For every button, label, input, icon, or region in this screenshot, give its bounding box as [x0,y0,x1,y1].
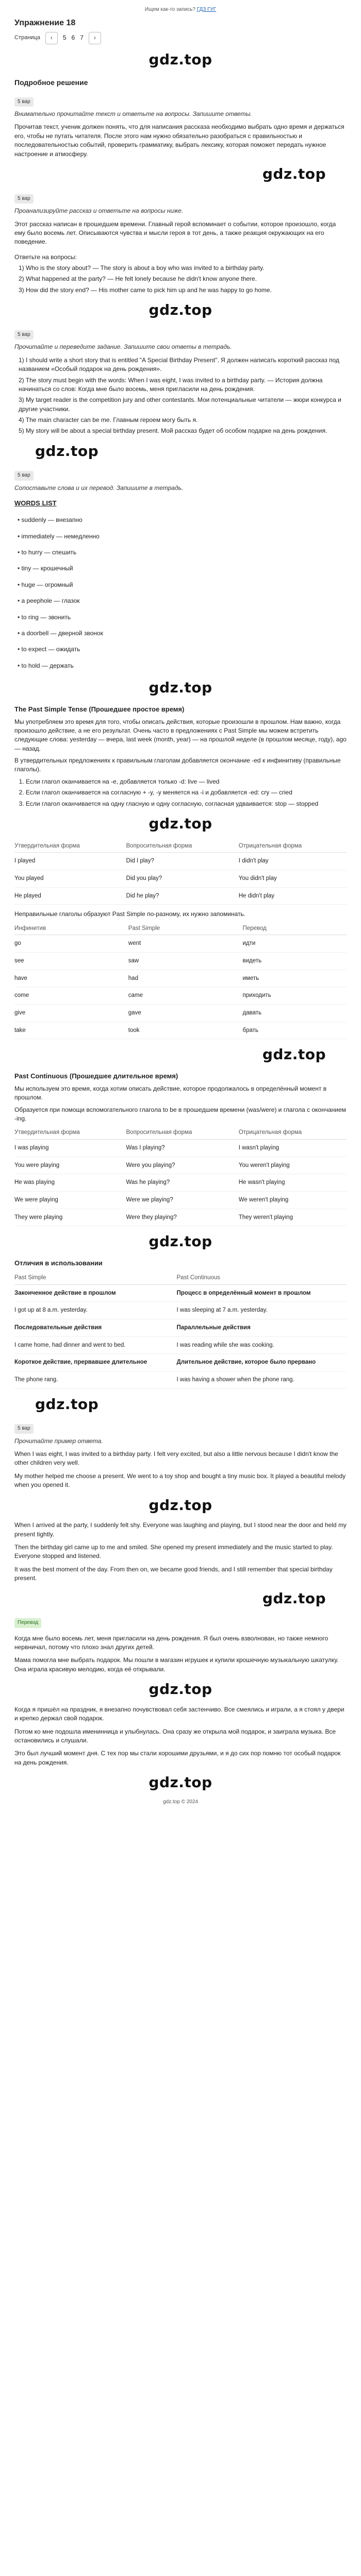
translation-paragraph: Мама помогла мне выбрать подарок. Мы пошли в магазин игрушек и купили крошечную музыкальную шкатулку. Она играла красивую мелодию, когда её открывали. [14,1656,339,1673]
watermark: gdz.top [262,1589,326,1607]
block-text: Этот рассказ написан в прошедшем времени. Главный герой вспоминает о событии, которое произошло, когда ему было восемь лет. Описываются чувства и мысли героя в тот день, а также реакция окружающих на его поведение. [14,220,336,246]
table-cell: Were we playing? [126,1192,239,1209]
translation-paragraph: Когда мне было восемь лет, меня пригласили на день рождения. Я был очень взволнован, но также немного нервничал, потому что плохо знал других детей. [14,1634,329,1651]
table-row [14,1284,347,1302]
continuous-paragraph: Образуется при помощи вспомогательного глагола to be в прошедшем времени (was/were) и глагола с окончанием -ing. [14,1106,346,1123]
translation-paragraph: Это был лучший момент дня. С тех пор мы стали хорошими друзьями, и я до сих пор помню тот особый подарок на день рождения. [14,1750,341,1766]
table-row [14,1209,347,1226]
chevron-right-icon[interactable]: › [89,32,101,44]
table-row [14,853,347,870]
table-cell: I got up at 8 a.m. yesterday. [14,1302,177,1319]
table-row [14,987,347,1005]
rule-item: 2. Если глагол оканчивается на согласную + -y, -y меняется на -i и добавляется -ed: cry — cried [26,788,347,797]
table-header-row [14,1126,347,1139]
table-header: Утвердительная форма [14,1126,126,1139]
top-note-link[interactable]: ГДЗ ГУГ [196,7,217,12]
table-cell: Did you play? [126,870,239,887]
top-note [14,6,347,14]
story-paragraph: Then the birthday girl came up to me and smiled. She opened my present immediately and the music started to play. Everyone stopped and listened. [14,1544,333,1560]
past-simple-table [14,840,347,905]
exercise-title: Упражнение 18 [14,18,76,27]
pager-page[interactable]: 6 [71,33,75,41]
word-item: • immediately — немедленно [18,532,347,541]
table-header-row [14,922,347,935]
variant-badge: 5 вар [14,97,34,107]
pager-page[interactable]: 7 [80,33,84,41]
watermark: gdz.top [262,165,326,183]
list-item: 2) The story must begin with the words: When I was eight, I was invited to a birthday party. — История должна начинаться со слов: Когда мне было восемь, меня пригласили на день рождения. [19,376,323,393]
past-continuous-table [14,1126,347,1226]
word-item: • a peephole — глазок [18,597,347,605]
table-row [14,1174,347,1192]
continuous-title: Past Continuous (Прошедшее длительное время) [14,1072,178,1080]
table-cell: Were they playing? [126,1209,239,1226]
story-paragraph: My mother helped me choose a present. We went to a toy shop and bought a tiny music box. It played a beautiful melody when you opened it. [14,1472,346,1489]
word-item: • to ring — звонить [18,613,347,622]
table-row [14,1005,347,1022]
table-row [14,1302,347,1319]
table-cell: идти [242,935,347,953]
table-cell: He played [14,887,126,905]
task-text: Прочитайте и переведите задание. Запишите свои ответы в тетрадь. [14,343,232,351]
continuous-paragraph: Мы используем это время, когда хотим описать действие, которое продолжалось в определённый момент в прошлом. [14,1084,327,1101]
table-cell: You weren't playing [239,1157,347,1174]
table-row [14,1140,347,1157]
variant-badge: 5 вар [14,194,34,204]
watermark: gdz.top [262,1046,326,1063]
rule-item: 1. Если глагол оканчивается на -e, добавляется только -d: live — lived [26,777,347,786]
table-cell: приходить [242,987,347,1005]
task2-block [14,327,347,436]
table-cell: have [14,970,128,987]
table-cell: had [128,970,243,987]
table-cell: You played [14,870,126,887]
word-item: • to expect — ожидать [18,645,347,654]
chevron-left-icon[interactable]: ‹ [45,32,58,44]
translation-paragraph: Потом ко мне подошла именинница и улыбнулась. Она сразу же открыла мой подарок, и заиграла музыка. Все остановились и слушали. [14,1727,336,1744]
task-text: Сопоставьте слова и их перевод. Запишите в тетрадь. [14,484,184,492]
table-cell: saw [128,953,243,970]
table-cell: He didn't play [239,887,347,905]
words-list [14,516,347,670]
table-row [14,935,347,953]
table-row [14,970,347,987]
solution-block [14,191,347,247]
pager-page[interactable]: 5 [62,33,67,41]
table-cell: Was I playing? [126,1140,239,1157]
watermark: gdz.top [149,301,212,319]
table-cell: come [14,987,128,1005]
table-header: Инфинитив [14,922,128,935]
top-note-text: Ищем как-то запись? [144,7,195,12]
word-item: • to hurry — спешить [18,548,347,557]
list-item: 5) My story will be about a special birthday present. Мой рассказ будет об особом подарке на день рождения. [19,427,327,435]
table-cell: Did I play? [126,853,239,870]
table-cell: I wasn't playing [239,1140,347,1157]
table-cell: Were you playing? [126,1157,239,1174]
variant-badge: 5 вар [14,471,34,481]
pager [14,32,347,44]
story-paragraph: When I was eight, I was invited to a birthday party. I felt very excited, but also a little nervous because I didn't know the other children very well. [14,1450,338,1467]
table-cell: We weren't playing [239,1192,347,1209]
table-cell: Процесс в определённый момент в прошлом [177,1284,347,1302]
word-item: • a doorbell — дверной звонок [18,629,347,638]
table-header: Отрицательная форма [239,840,347,853]
task-text: Внимательно прочитайте текст и ответьте на вопросы. Запишите ответы. [14,110,252,118]
pager-label: Страница [14,34,40,41]
table-cell: give [14,1005,128,1022]
watermark: gdz.top [149,50,212,68]
compare-table [14,1272,347,1389]
table-cell: Длительное действие, которое было прервано [177,1354,347,1371]
detailed-heading: Подробное решение [14,78,88,87]
solution-block [14,94,347,159]
story-paragraph: It was the best moment of the day. From then on, we became good friends, and I still remember that special birthday present. [14,1565,333,1582]
grammar-title: The Past Simple Tense (Прошедшее простое время) [14,705,185,713]
table-cell: Параллельные действия [177,1319,347,1336]
table-cell: давать [242,1005,347,1022]
watermark: gdz.top [35,442,99,460]
table-cell: took [128,1022,243,1039]
answer-block [14,1421,347,1583]
list-item: 3) How did the story end? — His mother came to pick him up and he was happy to go home. [19,286,272,294]
table-cell: They were playing [14,1209,126,1226]
word-item: • huge — огромный [18,581,347,589]
table-cell: He wasn't playing [239,1174,347,1192]
table-row [14,887,347,905]
table-cell: see [14,953,128,970]
table-header: Вопросительная форма [126,1126,239,1139]
table-cell: gave [128,1005,243,1022]
compare-block [14,1259,347,1389]
table-cell: You didn't play [239,870,347,887]
grammar-past-simple [14,705,347,1040]
word-item: • tiny — крошечный [18,564,347,573]
table-cell: I was playing [14,1140,126,1157]
table-cell: I played [14,853,126,870]
grammar-paragraph: В утвердительных предложениях к правильным глаголам добавляется окончание -ed к инфинитиву (правильные глаголы). [14,757,341,773]
grammar-rules [14,777,347,808]
list-item: 1) I should write a short story that is entitled "A Special Birthday Present". Я должен написать короткий рассказ под названием «Особый подарок на день рождения». [19,356,339,373]
table-cell: брать [242,1022,347,1039]
watermark: gdz.top [35,1395,99,1413]
watermark: gdz.top [149,1681,212,1698]
task2-list [14,356,347,436]
table-cell: went [128,935,243,953]
translation-paragraph: Когда я пришёл на праздник, я внезапно почувствовал себя застенчиво. Все смеялись и играли, а я стоял у двери и крепко держал свой подарок. [14,1705,344,1722]
table-cell: Короткое действие, прервавшее длительное [14,1354,177,1371]
list-item: 3) My target reader is the competition jury and other contestants. Мои потенциальные читатели — жюри конкурса и другие участники. [19,396,341,413]
table-row [14,1157,347,1174]
table-row [14,953,347,970]
table-cell: The phone rang. [14,1371,177,1388]
watermark: gdz.top [149,1496,212,1514]
table-cell: I was reading while she was cooking. [177,1336,347,1354]
footer: gdz.top © 2024 [163,1799,198,1805]
grammar-paragraph: Неправильные глаголы образуют Past Simple по-разному, их нужно запоминать. [14,910,246,918]
variant-badge: 5 вар [14,1424,34,1434]
table-cell: иметь [242,970,347,987]
table-row [14,1319,347,1336]
watermark: gdz.top [149,1233,212,1250]
list-item: 1) Who is the story about? — The story is about a boy who was invited to a birthday party. [19,264,265,272]
story-paragraph: When I arrived at the party, I suddenly felt shy. Everyone was laughing and playing, but I stood near the door and held my present tightly. [14,1521,347,1538]
table-header: Past Continuous [177,1272,347,1284]
table-cell: They weren't playing [239,1209,347,1226]
questions [14,253,347,295]
translation-badge: Перевод [14,1618,41,1628]
list-item: 4) The main character can be me. Главным героем могу быть я. [19,416,198,424]
grammar-past-continuous [14,1072,347,1226]
table-cell: go [14,935,128,953]
table-cell: I came home, had dinner and went to bed. [14,1336,177,1354]
vocab-block [14,468,347,670]
table-row [14,1022,347,1039]
table-cell: Последовательные действия [14,1319,177,1336]
table-row [14,1354,347,1371]
table-header-row [14,1272,347,1284]
table-cell: Was he playing? [126,1174,239,1192]
table-cell: came [128,987,243,1005]
table-cell: Did he play? [126,887,239,905]
table-row [14,1192,347,1209]
task-text: Прочитайте пример ответа. [14,1437,103,1445]
watermark: gdz.top [149,679,212,697]
table-cell: He was playing [14,1174,126,1192]
list-item: 2) What happened at the party? — He felt lonely because he didn't know anyone there. [19,275,257,283]
word-item: • suddenly — внезапно [18,516,347,524]
table-header: Утвердительная форма [14,840,126,853]
irregular-verbs-table [14,922,347,1040]
table-row [14,1371,347,1388]
grammar-paragraph: Мы употребляем это время для того, чтобы описать действия, которые произошли в прошлом. Нам важно, когда произошло действие, а не его результат. Очень часто в предложениях с Past Simple мы можем встретить следующие слова: yesterday — вчера, last week (month, year) — на прошлой неделе (в прошлом месяце, году), ago — назад. [14,718,347,752]
table-cell: Законченное действие в прошлом [14,1284,177,1302]
table-header: Перевод [242,922,347,935]
table-cell: take [14,1022,128,1039]
table-row [14,1336,347,1354]
table-header: Past Simple [14,1272,177,1284]
rule-item: 3. Если глагол оканчивается на одну гласную и одну согласную, согласная удваивается: stop — stopped [26,800,347,808]
table-header-row [14,840,347,853]
table-header: Отрицательная форма [239,1126,347,1139]
table-cell: You were playing [14,1157,126,1174]
compare-title: Отличия в использовании [14,1259,103,1267]
variant-badge: 5 вар [14,330,34,340]
table-cell: I didn't play [239,853,347,870]
word-item: • to hold — держать [18,662,347,670]
questions-list [14,264,347,295]
table-header: Past Simple [128,922,243,935]
watermark: gdz.top [149,1774,212,1791]
questions-intro: Ответьте на вопросы: [14,253,77,261]
block-text: Прочитав текст, ученик должен понять, что для написания рассказа необходимо выбрать одно время и держаться его, чтобы не путать читателя. После этого нам нужно обязательно разобраться с правильностью и последовательностью событий, проверить грамматику, выбрать лексику, которая поможет передать нужное настроение и атмосферу. [14,123,344,158]
words-heading: WORDS LIST [14,499,57,507]
table-row [14,870,347,887]
translation-block [14,1615,347,1767]
table-cell: I was sleeping at 7 a.m. yesterday. [177,1302,347,1319]
watermark: gdz.top [149,815,212,833]
table-header: Вопросительная форма [126,840,239,853]
task-text: Проанализируйте рассказ и ответьте на вопросы ниже. [14,207,184,215]
table-cell: We were playing [14,1192,126,1209]
table-cell: видеть [242,953,347,970]
table-cell: I was having a shower when the phone rang. [177,1371,347,1388]
